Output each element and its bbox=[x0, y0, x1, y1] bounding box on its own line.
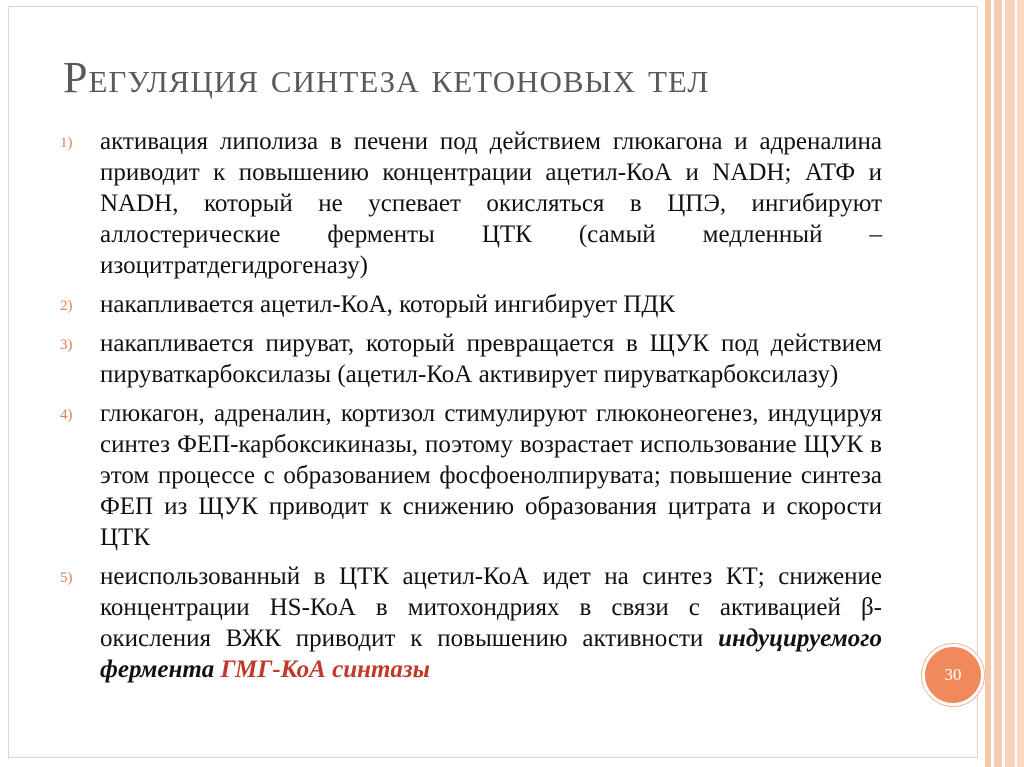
page-number-badge: 30 bbox=[922, 644, 984, 706]
list-item bbox=[60, 561, 882, 685]
list-item-text: накапливается ацетил-КоА, который ингибирует ПДК bbox=[100, 291, 676, 318]
emphasis-text: индуцируемого фермента bbox=[100, 625, 882, 683]
list-item-number: 2) bbox=[60, 298, 73, 314]
list-item bbox=[60, 398, 882, 553]
list-item-text: накапливается пируват, который превращается в ЩУК под действием пируваткарбоксилазы (ацетил-КоА активирует пируваткарбоксилазу) bbox=[100, 330, 882, 388]
list-item-number: 4) bbox=[60, 407, 73, 423]
content-list bbox=[60, 126, 882, 693]
list-item-text: глюкагон, адреналин, кортизол стимулируют глюконеогенез, индуцируя синтез ФЕП-карбоксикиназы, поэтому возрастает использование ЩУК в этом процессе с образованием фосфоенолпирувата; повышение синтеза ФЕП из ЩУК приводит к снижению образования цитрата и скорости ЦТК bbox=[100, 400, 882, 551]
list-item bbox=[60, 328, 882, 390]
list-item-number: 3) bbox=[60, 337, 73, 353]
list-item-number: 1) bbox=[60, 135, 73, 151]
list-item-number: 5) bbox=[60, 570, 73, 586]
slide-title: Регуляция синтеза кетоновых тел bbox=[63, 53, 710, 102]
list-item-text: неиспользованный в ЦТК ацетил-КоА идет на синтез КТ; снижение концентрации HS-КоА в митохондриях в связи с активацией β-окисления ВЖК приводит к повышению активности bbox=[100, 563, 882, 652]
highlight-text: ГМГ-КоА синтазы bbox=[220, 656, 431, 683]
list-item bbox=[60, 126, 882, 281]
decorative-stripes bbox=[982, 0, 1024, 767]
list-item bbox=[60, 289, 882, 320]
list-item-text: активация липолиза в печени под действием глюкагона и адреналина приводит к повышению концентрации ацетил-КоА и NADH; АТФ и NADH, который не успевает окисляться в ЦПЭ, ингибируют аллостерические ферменты ЦТК (самый медленный – изоцитратдегидрогеназу) bbox=[100, 128, 882, 279]
